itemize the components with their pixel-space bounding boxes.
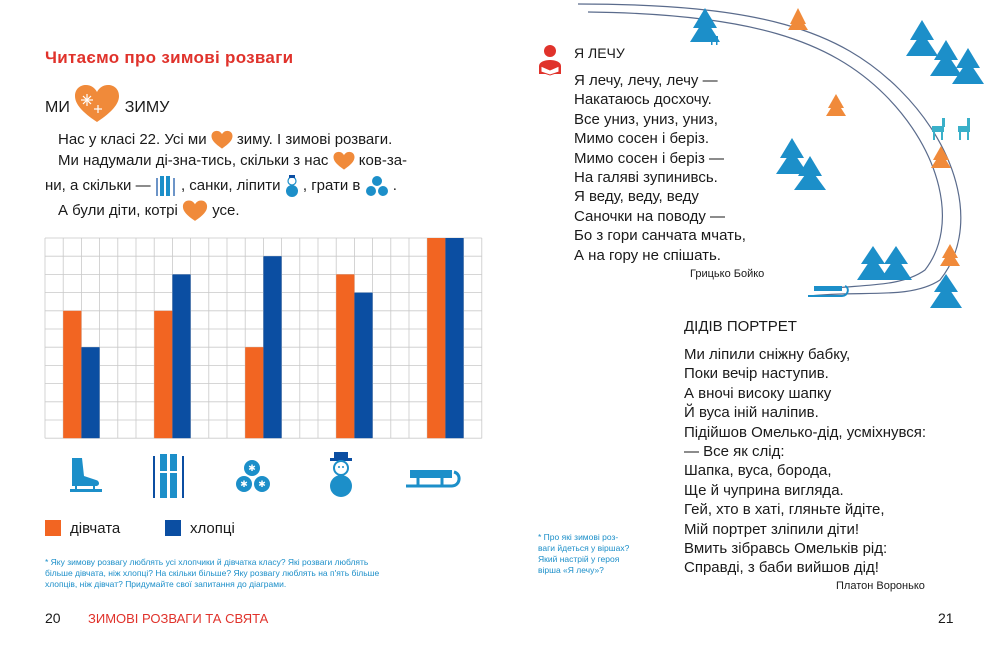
poem1-author: Грицько Бойко — [690, 268, 765, 280]
intro-text: Нас у класі 22. Усі ми — [58, 131, 207, 148]
note-line: * Яку зимову розвагу люблять усі хлопчики й дівчатка класу? Які розваги люблять — [45, 557, 369, 567]
svg-text:✱: ✱ — [248, 464, 256, 474]
blue-tree-icon — [776, 138, 826, 190]
poem-line: Ми ліпили сніжну бабку, — [684, 346, 851, 363]
intro-text: А були діти, котрі — [58, 201, 178, 219]
bar-boys-1 — [81, 347, 99, 438]
poem-line: Гей, хто в хаті, гляньте йдіте, — [684, 501, 885, 519]
skis-icon — [154, 454, 183, 498]
orange-tree-icon — [931, 146, 951, 168]
intro-text: , грати в — [302, 176, 361, 194]
page-heading: Читаємо про зимові розваги — [45, 48, 294, 67]
bar-boys-4 — [354, 293, 372, 439]
intro-text: ков-за- — [358, 152, 408, 169]
legend-label-girls: дівчата — [70, 520, 121, 537]
note-line: * Про які зимові роз- — [538, 532, 619, 542]
chart-bars — [63, 238, 463, 438]
legend-swatch-boys — [165, 520, 181, 536]
poem-line: Мій портрет зліпили діти! — [684, 520, 860, 538]
blue-tree-icon — [906, 20, 984, 84]
poem-line: Бо з гори санчата мчать, — [574, 227, 746, 245]
poem1-body — [574, 71, 746, 265]
bar-boys-5 — [445, 238, 463, 438]
poem2-body — [684, 345, 926, 578]
svg-text:✱: ✱ — [240, 480, 248, 490]
poem-line: Шапка, вуса, борода, — [684, 462, 832, 480]
bar-girls-3 — [245, 347, 263, 438]
intro-title-right: ЗИМУ — [124, 99, 170, 117]
poem-line: Вмить зібравсь Омельків рід: — [684, 540, 888, 558]
chart-question-note — [45, 557, 465, 590]
note-line: ваги йдеться у віршах? — [538, 543, 630, 553]
snowballs-icon — [236, 460, 270, 492]
bar-girls-1 — [63, 311, 81, 438]
note-line: Який настрій у героя — [538, 554, 620, 564]
intro-text: , санки, ліпити — [180, 176, 281, 194]
poem-line: А на гору не спішать. — [574, 246, 721, 264]
bar-girls-4 — [336, 274, 354, 438]
page-number-left: 20 — [45, 610, 61, 626]
poem-line: Поки вечір наступив. — [684, 365, 829, 383]
poem-line: Мимо сосен і беріз. — [574, 130, 709, 148]
poem-line: Я лечу, лечу, лечу — — [574, 72, 718, 89]
poem2-author: Платон Воронько — [836, 580, 925, 592]
poem-question-note — [538, 532, 658, 576]
poem-line: А вночі високу шапку — [684, 384, 832, 402]
bar-boys-3 — [263, 256, 281, 438]
poem-line: Ще й чуприна вигляда. — [684, 481, 844, 499]
reader-icon — [537, 44, 563, 76]
poem-line: На галяві зупинивсь. — [574, 169, 718, 187]
intro-text: Ми надумали ді-зна-тись, скільки з нас — [58, 152, 329, 169]
poem2-title: ДІДІВ ПОРТРЕТ — [684, 318, 797, 335]
poem-line: Справді, з баби вийшов дід! — [684, 559, 879, 577]
category-icons — [70, 452, 459, 498]
intro-text: зиму. І зимові розваги. — [236, 131, 393, 148]
intro-title-left: МИ — [45, 99, 70, 117]
section-title: ЗИМОВІ РОЗВАГИ ТА СВЯТА — [88, 611, 269, 626]
note-line: більше дівчата, ніж хлопці? На скільки більше? Яку розвагу люблять на п'ять більше — [45, 568, 380, 578]
intro-text: усе. — [212, 201, 240, 219]
note-line: хлопців, ніж дівчат? Придумайте свої запитання до діаграми. — [45, 579, 287, 589]
intro-text: ни, а скільки — — [45, 176, 151, 194]
bar-girls-5 — [427, 238, 445, 438]
poem-line: Все униз, униз, униз, — [574, 110, 718, 128]
bar-girls-2 — [154, 311, 172, 438]
legend-label-boys: хлопці — [190, 520, 235, 537]
bar-chart — [0, 0, 500, 520]
poem-line: Підійшов Омелько-дід, усміхнувся: — [684, 423, 927, 441]
legend-swatch-girls — [45, 520, 61, 536]
poem-line: Накатаюсь досхочу. — [574, 91, 712, 109]
poem-line: Я веду, веду, веду — [574, 188, 699, 206]
page-number-right: 21 — [938, 610, 954, 626]
svg-text:✱: ✱ — [258, 480, 266, 490]
poem-line: — Все як слід: — [684, 443, 785, 461]
intro-text: . — [392, 176, 397, 194]
orange-tree-icon — [788, 8, 808, 30]
bar-boys-2 — [172, 274, 190, 438]
ice-skate-icon — [70, 458, 102, 492]
poem1-title: Я ЛЕЧУ — [574, 45, 625, 61]
sled-icon — [406, 470, 459, 486]
poem-line: Й вуса іній наліпив. — [684, 404, 819, 422]
deer-icon — [932, 118, 970, 140]
poem-line: Мимо сосен і беріз — — [574, 149, 724, 167]
orange-tree-icon — [826, 94, 846, 116]
note-line: вірша «Я лечу»? — [538, 565, 604, 575]
snowman-icon — [330, 452, 352, 497]
poem-line: Саночки на поводу — — [574, 207, 726, 225]
